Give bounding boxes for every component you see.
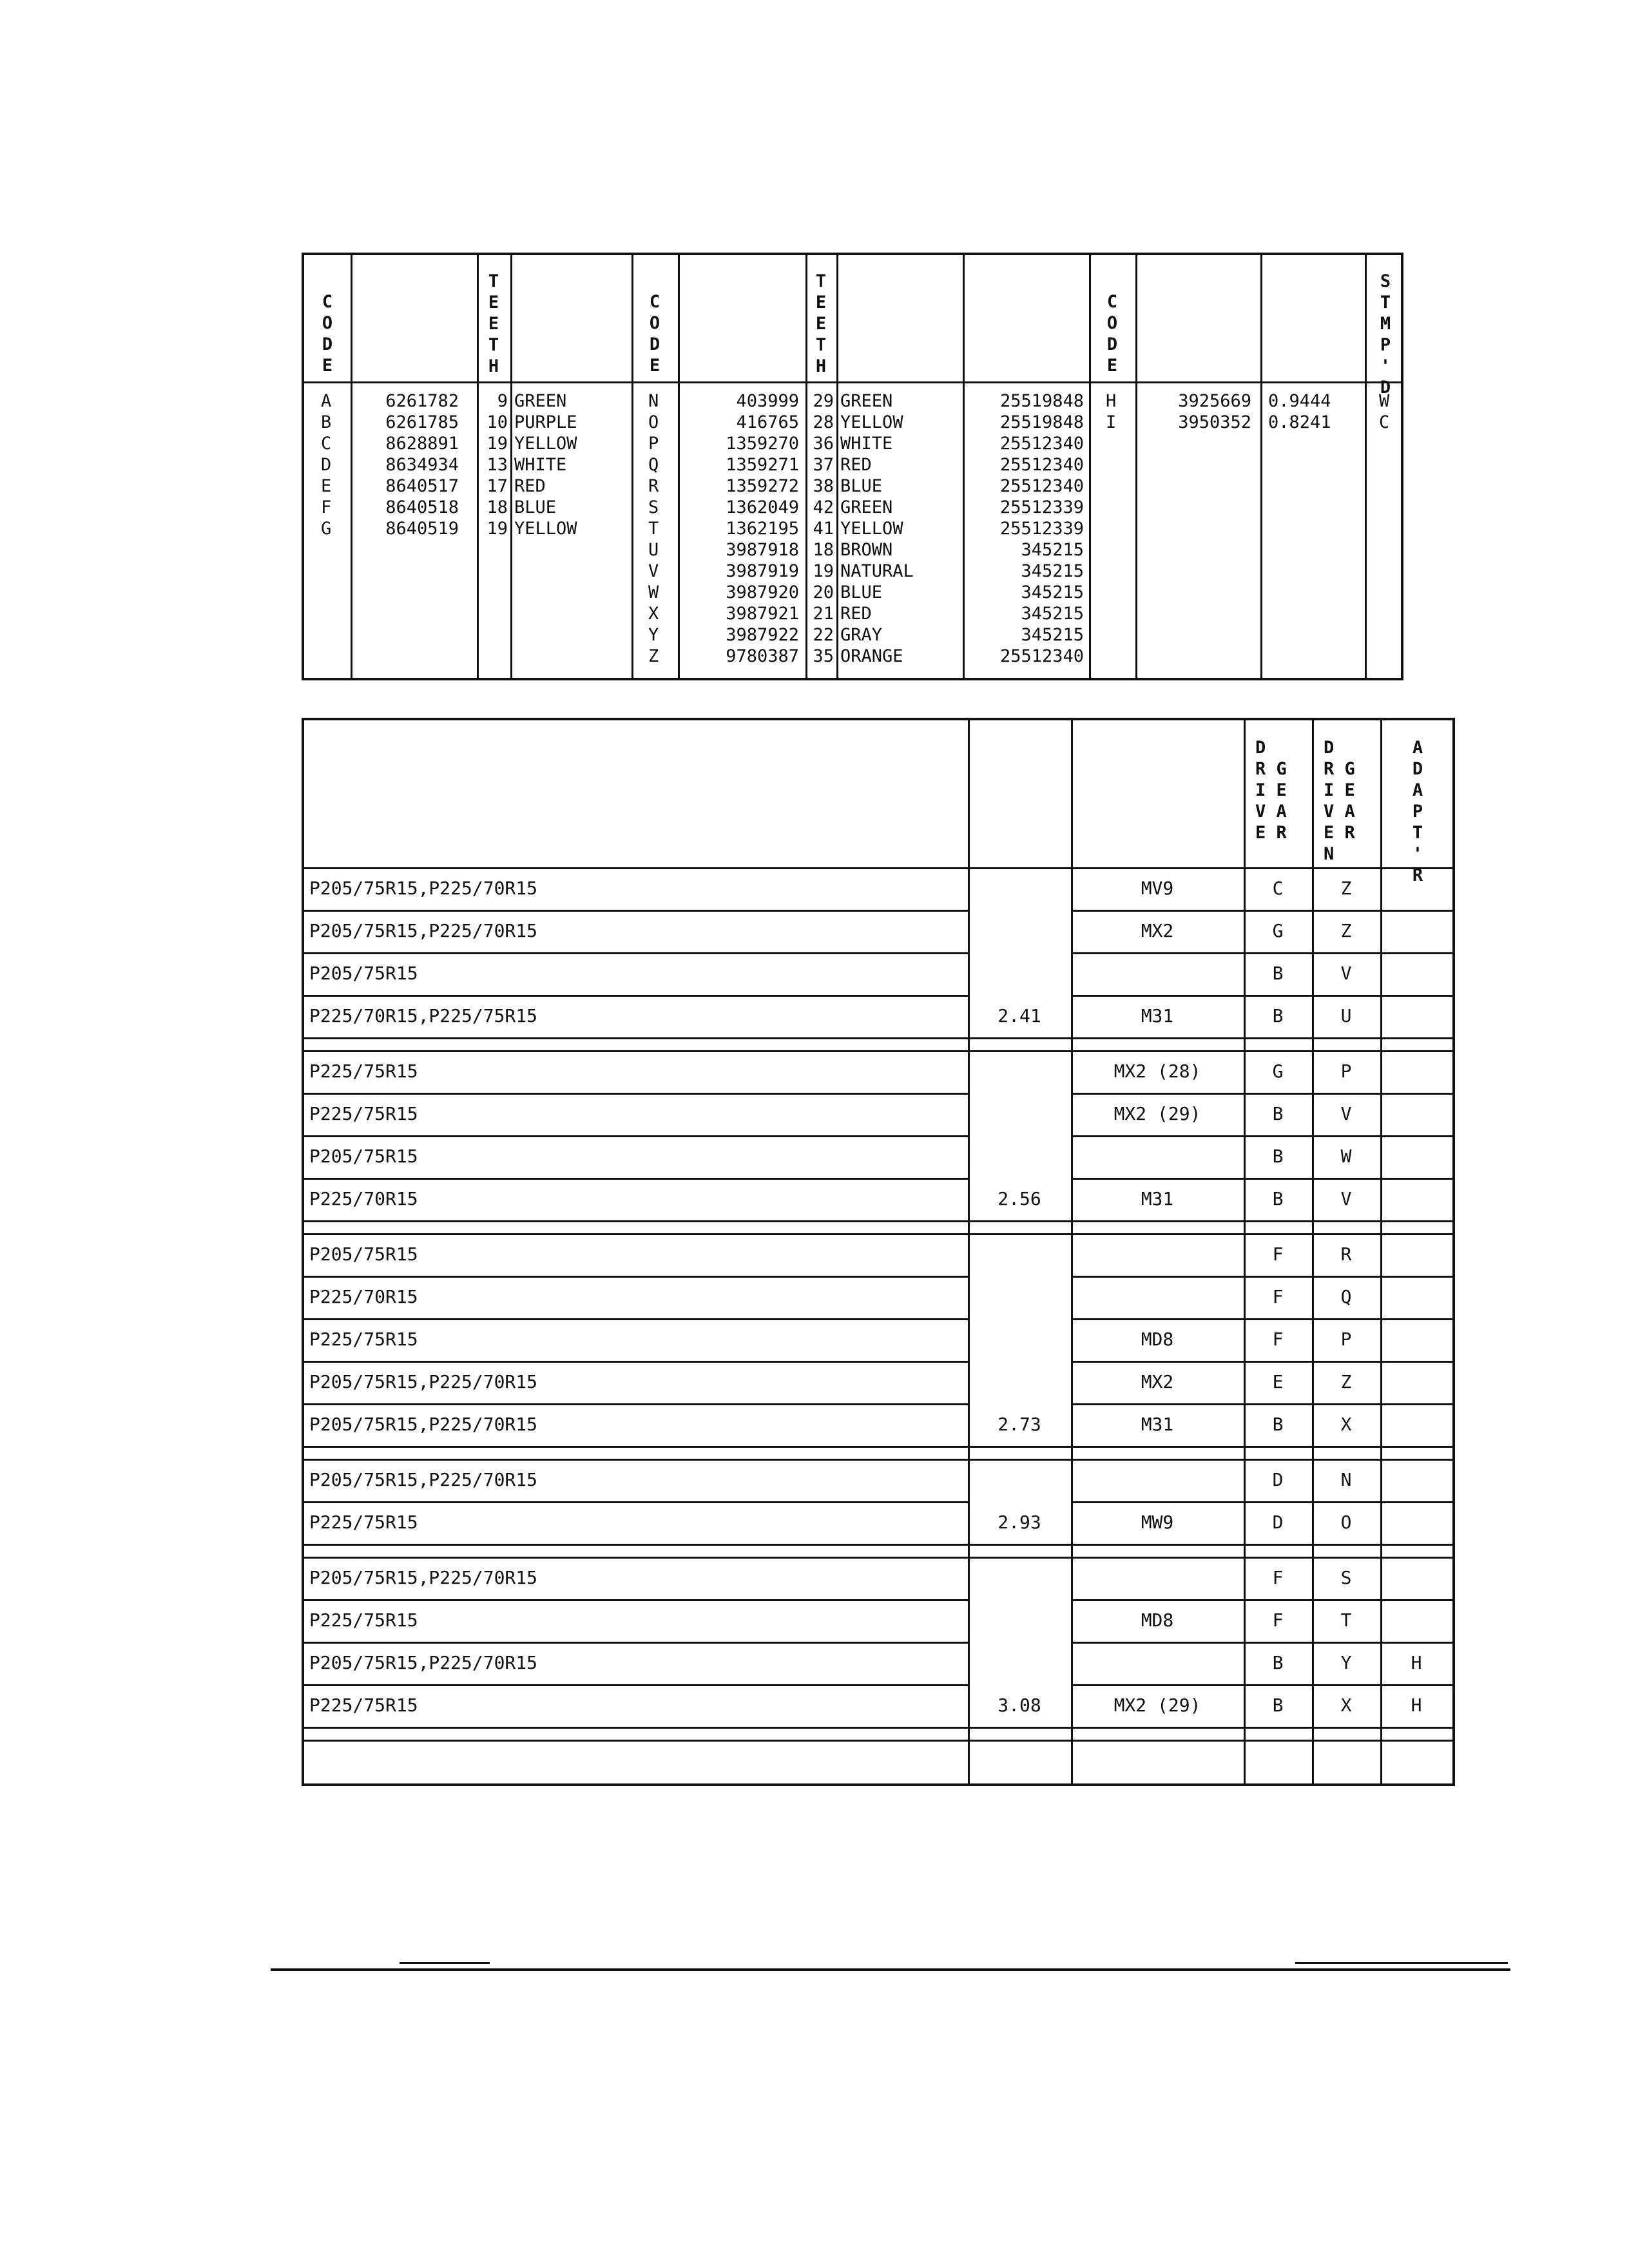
header-teeth1: T E E T H	[488, 271, 499, 376]
driven-code: P	[648, 434, 659, 454]
driven-gear-code-cell: R	[1340, 1244, 1352, 1265]
driven-code: X	[648, 604, 659, 624]
driven-gear-code-cell: V	[1340, 1103, 1352, 1124]
adapter-cell: H	[1411, 1695, 1422, 1716]
adapter-number: 3950352	[1178, 412, 1251, 432]
drive-color: YELLOW	[514, 434, 577, 454]
driven-code: R	[648, 476, 659, 496]
drive-code: C	[321, 434, 332, 454]
driven-color: RED	[840, 604, 872, 624]
drive-color: BLUE	[514, 497, 557, 517]
trans-cell: M31	[1141, 1188, 1174, 1209]
driven-gear-code-cell: N	[1340, 1469, 1352, 1490]
trans-cell: MW9	[1141, 1512, 1174, 1533]
sleeve-number: 345215	[1021, 540, 1084, 560]
sleeve-number: 25512339	[999, 497, 1084, 517]
driven-teeth: 18	[813, 540, 834, 560]
drive-gear-code-cell: B	[1272, 1188, 1284, 1209]
drive-gear-code-cell: F	[1272, 1286, 1284, 1307]
drive-color: GREEN	[514, 391, 567, 411]
driven-teeth: 38	[813, 476, 834, 496]
driven-gear-code-cell: P	[1340, 1061, 1352, 1082]
drive-teeth: 19	[487, 434, 508, 454]
driven-gear-number: 1359272	[726, 476, 799, 496]
tire-size-cell: P205/75R15,P225/70R15	[309, 1567, 538, 1588]
adapter-number: 3925669	[1178, 391, 1251, 411]
drive-teeth: 13	[487, 455, 508, 475]
driven-color: GRAY	[840, 625, 883, 645]
header-driven-gear-2: D R G I E V A E R N	[1324, 738, 1355, 864]
driven-teeth: 37	[813, 455, 834, 475]
drive-gear-code-cell: E	[1272, 1371, 1284, 1392]
drive-gear-code-cell: B	[1272, 1695, 1284, 1716]
adapter-code: I	[1106, 412, 1117, 432]
drive-gear-code-cell: F	[1272, 1610, 1284, 1631]
drive-gear-number: 8640518	[385, 497, 459, 517]
trans-cell: MV9	[1141, 878, 1174, 899]
driven-gear-number: 3987919	[726, 561, 799, 581]
driven-teeth: 35	[813, 646, 834, 666]
drive-color: YELLOW	[514, 519, 577, 539]
driven-teeth: 28	[813, 412, 834, 432]
drive-gear-code-cell: G	[1272, 920, 1284, 941]
driven-gear-code-cell: X	[1340, 1695, 1352, 1716]
driven-teeth: 29	[813, 391, 834, 411]
driven-gear-code-cell: O	[1340, 1512, 1352, 1533]
driven-teeth: 19	[813, 561, 834, 581]
axle-ratio-cell: 2.73	[998, 1414, 1041, 1435]
tire-size-cell: P205/75R15,P225/70R15	[309, 878, 538, 899]
footer-rule-left	[400, 1962, 490, 1964]
drive-gear-code-cell: C	[1272, 878, 1284, 899]
drive-gear-code-cell: B	[1272, 1652, 1284, 1673]
drive-gear-code-cell: B	[1272, 1005, 1284, 1026]
driven-gear-code-cell: Z	[1340, 1371, 1352, 1392]
tire-size-cell: P225/75R15	[309, 1103, 418, 1124]
driven-gear-number: 3987920	[726, 582, 799, 602]
driven-code: T	[648, 519, 659, 539]
driven-gear-code-cell: W	[1340, 1146, 1352, 1167]
gear-table	[302, 253, 1403, 680]
driven-gear-code-cell: Z	[1340, 878, 1352, 899]
driven-gear-number: 403999	[736, 391, 799, 411]
driven-gear-code-cell: P	[1340, 1329, 1352, 1350]
sleeve-number: 345215	[1021, 582, 1084, 602]
axle-ratio-cell: 2.56	[998, 1188, 1041, 1209]
drive-teeth: 17	[487, 476, 508, 496]
driven-gear-number: 3987921	[726, 604, 799, 624]
drive-gear-code-cell: G	[1272, 1061, 1284, 1082]
driven-color: GREEN	[840, 497, 893, 517]
driven-code: N	[648, 391, 659, 411]
trans-cell: MD8	[1141, 1329, 1174, 1350]
driven-color: YELLOW	[840, 519, 903, 539]
driven-gear-code-cell: Z	[1340, 920, 1352, 941]
drive-color: RED	[514, 476, 546, 496]
driven-color: GREEN	[840, 391, 893, 411]
sleeve-number: 25519848	[999, 391, 1084, 411]
header-code1: C O D E	[322, 292, 333, 376]
driven-gear-number: 3987918	[726, 540, 799, 560]
driven-gear-code-cell: T	[1340, 1610, 1352, 1631]
header-code3: C O D E	[1106, 292, 1118, 376]
driven-teeth: 21	[813, 604, 834, 624]
sleeve-number: 25512339	[999, 519, 1084, 539]
driven-color: RED	[840, 455, 872, 475]
drive-code: G	[321, 519, 332, 539]
driven-gear-code-cell: Y	[1340, 1652, 1352, 1673]
tire-size-cell: P205/75R15,P225/70R15	[309, 1652, 538, 1673]
drive-gear-code-cell: B	[1272, 1146, 1284, 1167]
drive-code: B	[321, 412, 332, 432]
driven-gear-number: 9780387	[726, 646, 799, 666]
sleeve-number: 345215	[1021, 625, 1084, 645]
driven-gear-code-cell: V	[1340, 1188, 1352, 1209]
tire-size-cell: P225/75R15	[309, 1610, 418, 1631]
sleeve-number: 25512340	[999, 455, 1084, 475]
tire-size-cell: P225/70R15	[309, 1286, 418, 1307]
driven-code: Q	[648, 455, 659, 475]
drive-gear-number: 8628891	[385, 434, 459, 454]
tire-size-cell: P225/70R15	[309, 1188, 418, 1209]
driven-color: WHITE	[840, 434, 893, 454]
adapter-cell: H	[1411, 1652, 1422, 1673]
driven-teeth: 22	[813, 625, 834, 645]
drive-teeth: 9	[497, 391, 508, 411]
drive-gear-number: 8634934	[385, 455, 459, 475]
drive-gear-number: 6261782	[385, 391, 459, 411]
tire-size-cell: P225/75R15	[309, 1695, 418, 1716]
drive-gear-code-cell: F	[1272, 1329, 1284, 1350]
driven-code: Z	[648, 646, 659, 666]
drive-gear-code-cell: F	[1272, 1567, 1284, 1588]
trans-cell: MX2 (29)	[1113, 1103, 1201, 1124]
trans-cell: M31	[1141, 1005, 1174, 1026]
axle-ratio-cell: 3.08	[998, 1695, 1041, 1716]
adapter-stamped: C	[1379, 412, 1390, 432]
footer-rule-main	[271, 1968, 1510, 1971]
sleeve-number: 345215	[1021, 561, 1084, 581]
header-teeth2: T E E T H	[815, 271, 827, 376]
driven-color: BLUE	[840, 476, 883, 496]
tire-size-cell: P225/75R15	[309, 1329, 418, 1350]
trans-cell: M31	[1141, 1414, 1174, 1435]
driven-gear-code-cell: S	[1340, 1567, 1352, 1588]
adapter-stamped: W	[1379, 391, 1390, 411]
trans-cell: MX2 (29)	[1113, 1695, 1201, 1716]
tire-size-cell: P205/75R15	[309, 1146, 418, 1167]
driven-code: S	[648, 497, 659, 517]
drive-teeth: 19	[487, 519, 508, 539]
sleeve-number: 25519848	[999, 412, 1084, 432]
tire-size-cell: P225/75R15	[309, 1512, 418, 1533]
tire-size-cell: P225/70R15,P225/75R15	[309, 1005, 538, 1026]
tire-size-cell: P205/75R15	[309, 1244, 418, 1265]
driven-code: V	[648, 561, 659, 581]
driven-color: YELLOW	[840, 412, 903, 432]
axle-ratio-cell: 2.93	[998, 1512, 1041, 1533]
header-stmpd: S T M P ' D	[1380, 271, 1391, 398]
drive-color: WHITE	[514, 455, 567, 475]
driven-gear-code-cell: Q	[1340, 1286, 1352, 1307]
tire-size-cell: P205/75R15	[309, 963, 418, 984]
sleeve-number: 25512340	[999, 476, 1084, 496]
drive-code: F	[321, 497, 332, 517]
adapter-ratio: 0.8241	[1268, 412, 1331, 432]
sleeve-number: 25512340	[999, 646, 1084, 666]
sleeve-number: 25512340	[999, 434, 1084, 454]
sleeve-number: 345215	[1021, 604, 1084, 624]
driven-color: BLUE	[840, 582, 883, 602]
driven-code: W	[648, 582, 659, 602]
driven-gear-number: 3987922	[726, 625, 799, 645]
tire-size-cell: P205/75R15,P225/70R15	[309, 1414, 538, 1435]
driven-code: U	[648, 540, 659, 560]
drive-gear-code-cell: B	[1272, 1414, 1284, 1435]
header-drive-gear-2: D R G I E V A E R	[1255, 738, 1287, 843]
tire-size-table	[302, 718, 1455, 1786]
drive-gear-code-cell: B	[1272, 1103, 1284, 1124]
drive-color: PURPLE	[514, 412, 577, 432]
drive-code: E	[321, 476, 332, 496]
drive-gear-code-cell: D	[1272, 1512, 1284, 1533]
drive-gear-code-cell: F	[1272, 1244, 1284, 1265]
drive-gear-number: 6261785	[385, 412, 459, 432]
footer-rule-right	[1295, 1962, 1508, 1964]
trans-cell: MD8	[1141, 1610, 1174, 1631]
driven-gear-code-cell: U	[1340, 1005, 1352, 1026]
trans-cell: MX2	[1141, 920, 1174, 941]
driven-teeth: 41	[813, 519, 834, 539]
drive-code: D	[321, 455, 332, 475]
driven-teeth: 20	[813, 582, 834, 602]
driven-color: BROWN	[840, 540, 893, 560]
tire-size-cell: P205/75R15,P225/70R15	[309, 920, 538, 941]
driven-teeth: 42	[813, 497, 834, 517]
driven-gear-number: 416765	[736, 412, 799, 432]
drive-gear-code-cell: D	[1272, 1469, 1284, 1490]
axle-ratio-cell: 2.41	[998, 1005, 1041, 1026]
trans-cell: MX2 (28)	[1113, 1061, 1201, 1082]
driven-code: O	[648, 412, 659, 432]
driven-color: NATURAL	[840, 561, 914, 581]
driven-gear-code-cell: X	[1340, 1414, 1352, 1435]
drive-gear-number: 8640517	[385, 476, 459, 496]
driven-gear-number: 1359271	[726, 455, 799, 475]
adapter-code: H	[1106, 391, 1117, 411]
driven-code: Y	[648, 625, 659, 645]
adapter-ratio: 0.9444	[1268, 391, 1331, 411]
header-code2: C O D E	[649, 292, 660, 376]
driven-color: ORANGE	[840, 646, 903, 666]
driven-gear-number: 1362195	[726, 519, 799, 539]
header-adapter-2: A D A P T ' R	[1412, 738, 1423, 885]
drive-gear-code-cell: B	[1272, 963, 1284, 984]
drive-teeth: 10	[487, 412, 508, 432]
driven-gear-code-cell: V	[1340, 963, 1352, 984]
tire-size-cell: P205/75R15,P225/70R15	[309, 1371, 538, 1392]
driven-gear-number: 1359270	[726, 434, 799, 454]
driven-gear-number: 1362049	[726, 497, 799, 517]
driven-teeth: 36	[813, 434, 834, 454]
drive-gear-number: 8640519	[385, 519, 459, 539]
drive-teeth: 18	[487, 497, 508, 517]
tire-size-cell: P205/75R15,P225/70R15	[309, 1469, 538, 1490]
tire-size-cell: P225/75R15	[309, 1061, 418, 1082]
drive-code: A	[321, 391, 332, 411]
trans-cell: MX2	[1141, 1371, 1174, 1392]
